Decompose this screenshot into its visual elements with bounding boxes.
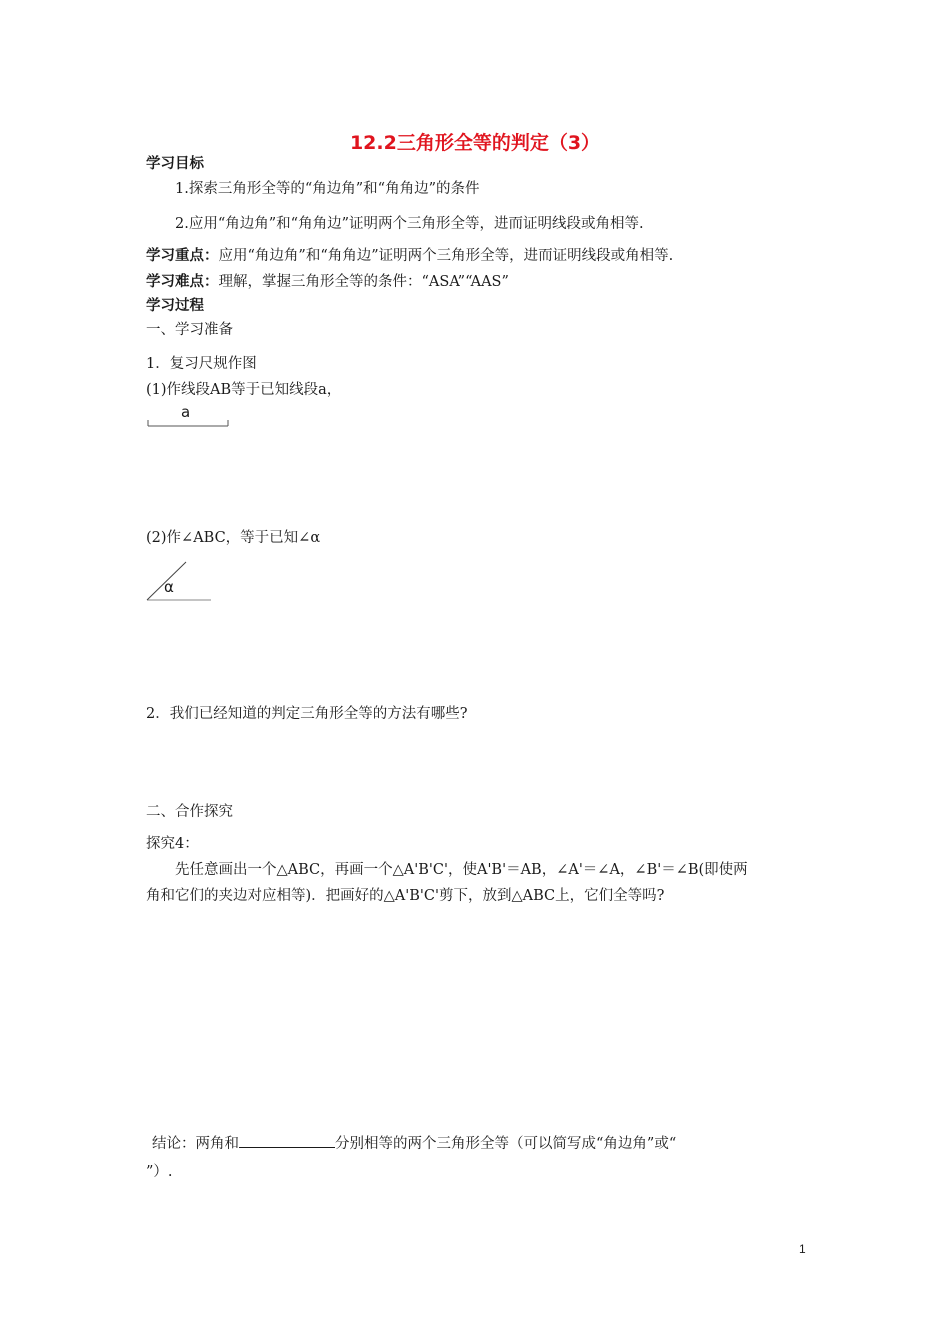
objective-item-1: 1.探索三角形全等的“角边角”和“角角边”的条件 — [175, 181, 480, 197]
page-title: 12.2三角形全等的判定（3） — [349, 132, 601, 154]
key-point — [146, 244, 673, 265]
question-1-1: (1)作线段AB等于已知线段a， — [146, 382, 342, 398]
page-number: 1 — [799, 1242, 806, 1256]
conclusion-line-1 — [152, 1132, 676, 1153]
question-1-2: (2)作∠ABC，等于已知∠α — [146, 530, 321, 546]
question-1: 1．复习尺规作图 — [146, 356, 257, 372]
key-point-label: 学习重点： — [146, 248, 219, 264]
segment-a-label: a — [181, 403, 191, 421]
angle-alpha-label: α — [164, 578, 174, 596]
explore-line-2: 角和它们的夹边对应相等)．把画好的△A'B'C'剪下，放到△ABC上，它们全等吗? — [146, 888, 665, 904]
angle-alpha-figure — [140, 556, 220, 606]
section1-heading: 一、学习准备 — [146, 322, 233, 338]
difficulty-label: 学习难点： — [146, 274, 219, 290]
explore-line-1: 先任意画出一个△ABC，再画一个△A'B'C'，使A'B'＝AB，∠A'＝∠A，∠B'＝∠B(即使两 — [175, 862, 748, 878]
conclusion-before: 结论：两角和 — [152, 1136, 239, 1152]
section2-heading: 二、合作探究 — [146, 804, 233, 820]
question-2: 2．我们已经知道的判定三角形全等的方法有哪些? — [146, 706, 468, 722]
objectives-heading: 学习目标 — [146, 156, 204, 172]
process-heading: 学习过程 — [146, 298, 204, 314]
conclusion-line-2: ”）. — [146, 1164, 173, 1180]
difficulty — [146, 270, 509, 291]
conclusion-blank[interactable] — [239, 1133, 335, 1148]
key-point-text: 应用“角边角”和“角角边”证明两个三角形全等，进而证明线段或角相等. — [218, 248, 674, 264]
difficulty-text: 理解，掌握三角形全等的条件：“ASA”“AAS” — [218, 274, 509, 290]
conclusion-after: 分别相等的两个三角形全等（可以简写成“角边角”或“ — [335, 1136, 677, 1152]
explore-label: 探究4： — [146, 836, 199, 852]
objective-item-2: 2.应用“角边角”和“角角边”证明两个三角形全等，进而证明线段或角相等. — [175, 216, 644, 232]
